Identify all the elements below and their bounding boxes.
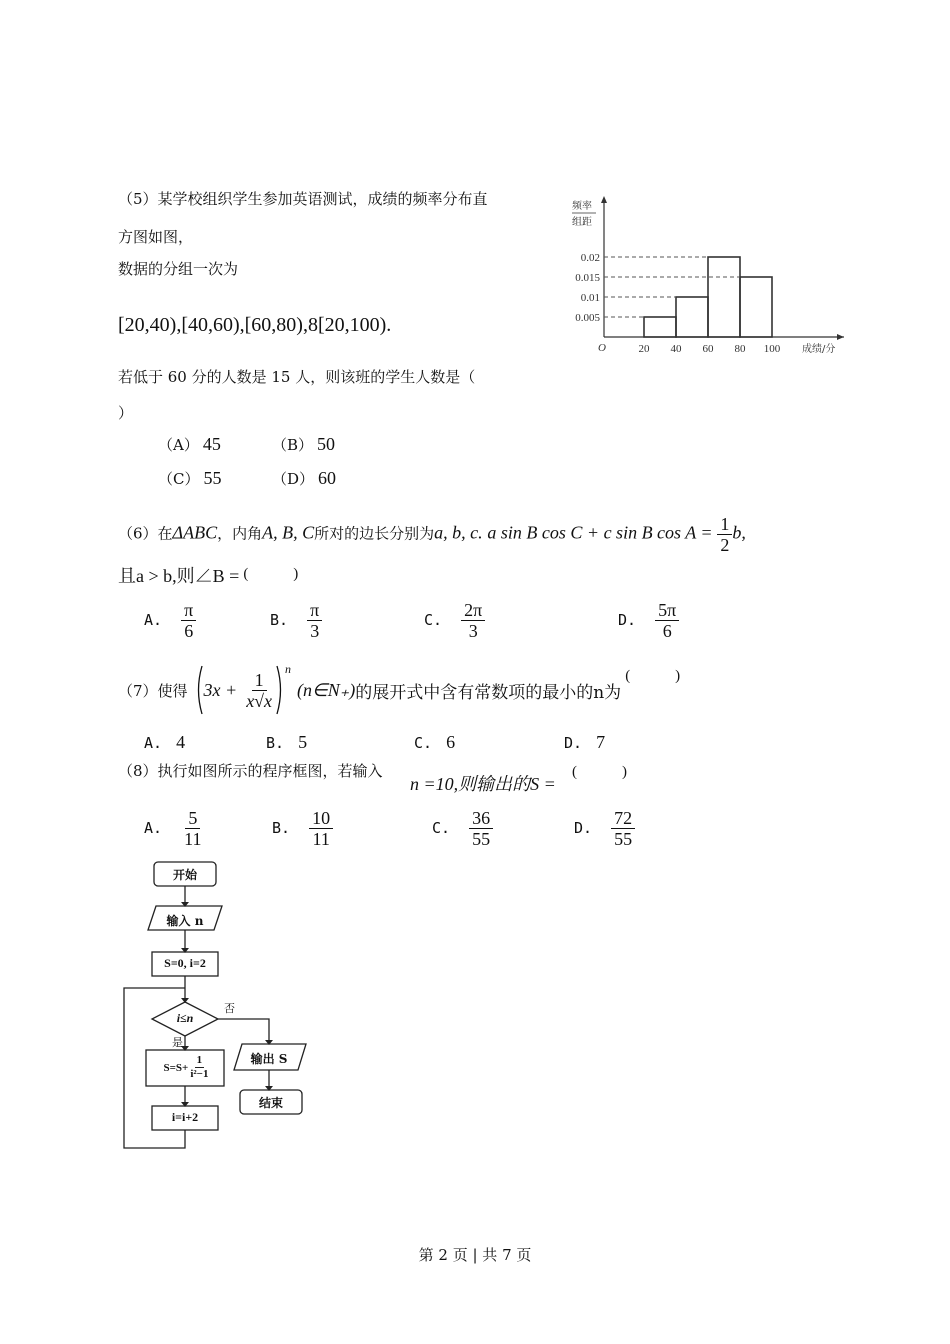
option-label: D. [564, 734, 583, 752]
q7-base: 3x + [203, 679, 238, 700]
y-axis-arrow [601, 196, 607, 203]
q5-option-c [158, 468, 221, 489]
q6-eq-right: b, [732, 522, 746, 543]
option-label: D. [574, 819, 593, 837]
q7-prefix: （7）使得 [118, 681, 188, 700]
frequency-histogram [562, 192, 852, 367]
q7-frac-num: 1 [252, 670, 267, 691]
q6-option-d [618, 600, 679, 641]
q6-paren: ( ) [243, 566, 299, 582]
option-fraction [461, 600, 485, 641]
option-value: 5 [298, 732, 308, 752]
q6-frac-num: 1 [717, 514, 732, 535]
frac-den: 6 [184, 621, 194, 641]
q6-angles: A, B, C [262, 522, 315, 543]
frac-den: 55 [614, 829, 633, 849]
frac-den: 3 [310, 621, 320, 641]
flow-output: 输出 S [250, 1052, 288, 1066]
histogram-bar [676, 297, 708, 337]
q7-option-c [414, 732, 455, 753]
y-label-top: 频率 [572, 201, 592, 212]
q6-option-b [270, 600, 322, 641]
flowchart-lines [116, 858, 326, 1158]
q7-condition: (n∈N₊) [297, 679, 356, 700]
q5-line3: 数据的分组一次为 [118, 260, 239, 278]
option-label: （B） [272, 436, 314, 454]
q7-paren: ( ) [625, 668, 681, 684]
q7-option-b [266, 732, 307, 753]
frac-den: 6 [662, 621, 672, 641]
option-label: B. [270, 611, 289, 629]
option-label: D. [618, 611, 637, 629]
option-label: A. [144, 819, 163, 837]
option-label: （A） [158, 436, 199, 454]
q8-input: n =10,则输出的S = [410, 774, 556, 794]
q5-line2: 方图如图， [118, 228, 194, 246]
y-tick-label: 0.01 [580, 292, 600, 304]
q5-line5: ） [118, 404, 134, 422]
q5-option-b [272, 434, 335, 455]
x-tick-label: 80 [734, 343, 746, 355]
q6-frac-den: 2 [720, 535, 730, 555]
flow-frac-den: i²−1 [190, 1068, 209, 1080]
option-label: C. [424, 611, 443, 629]
frac-den: 3 [468, 621, 478, 641]
option-value: 60 [318, 468, 337, 488]
q7-fraction [243, 670, 275, 711]
flow-input: 输入 n [166, 914, 204, 928]
left-paren-icon [194, 664, 204, 716]
flow-update-s-fraction [190, 1054, 208, 1081]
right-paren-icon [275, 664, 285, 716]
flow-update-s-left: S=S+ [163, 1061, 189, 1074]
q6-eq-left: a sin B cos C + c sin B cos A = [487, 522, 713, 543]
option-fraction [655, 600, 679, 641]
option-value: 7 [596, 732, 606, 752]
q8-option-a [144, 808, 205, 849]
flow-start: 开始 [172, 868, 197, 882]
frac-num: 10 [309, 808, 333, 829]
option-label: B. [266, 734, 285, 752]
option-value: 45 [202, 434, 221, 454]
flow-yes-label: 是 [172, 1036, 183, 1049]
flow-condition: i≤n [176, 1011, 194, 1025]
option-label: B. [272, 819, 291, 837]
histogram-svg [562, 192, 852, 367]
frac-num: 5π [655, 600, 679, 621]
flow-no-label: 否 [224, 1002, 235, 1015]
flow-frac-num: 1 [196, 1054, 203, 1066]
x-tick-label: 100 [763, 343, 781, 355]
frac-num: 5 [185, 808, 200, 829]
flow-update-i: i=i+2 [171, 1110, 199, 1124]
program-flowchart [116, 858, 326, 1158]
q5-option-a [158, 434, 221, 455]
y-tick-label: 0.02 [580, 252, 600, 264]
x-tick-label: 40 [670, 343, 682, 355]
q6-line2-text: 且a > b,则∠B = [118, 566, 240, 586]
option-label: C. [414, 734, 433, 752]
x-axis-label: 成绩/分 [802, 344, 836, 355]
q7-suffix: 的展开式中含有常数项的最小的n为 [355, 682, 622, 703]
q6-mid1: ，内角 [217, 524, 263, 543]
option-label: （C） [158, 470, 200, 488]
frac-num: π [181, 600, 196, 621]
q7-frac-den: x√x [246, 690, 273, 711]
q8-option-b [272, 808, 333, 849]
q7-expression [194, 664, 681, 716]
q8-option-c [432, 808, 493, 849]
option-fraction [181, 808, 204, 849]
y-tick-label: 0.005 [575, 312, 600, 324]
y-label-bottom: 组距 [572, 217, 592, 228]
frac-den: 11 [312, 829, 330, 849]
histogram-bar [708, 257, 740, 337]
q7-exponent: n [285, 662, 292, 676]
option-label: A. [144, 611, 163, 629]
page-footer: 第 2 页 | 共 7 页 [418, 1246, 532, 1264]
q5-line1: （5）某学校组织学生参加英语测试，成绩的频率分布直 [118, 190, 488, 208]
flow-init: S=0, i=2 [164, 956, 206, 970]
option-fraction [611, 808, 635, 849]
option-value: 50 [317, 434, 336, 454]
frac-num: 72 [611, 808, 635, 829]
y-tick-label: 0.015 [575, 272, 600, 284]
q6-option-c [424, 600, 485, 641]
q6-triangle: ΔABC [172, 522, 218, 543]
frac-num: 36 [469, 808, 493, 829]
q6-half-fraction [717, 514, 732, 555]
q7-option-a [144, 732, 185, 753]
q6-option-a [144, 600, 196, 641]
q7-line [118, 664, 680, 716]
frac-den: 55 [472, 829, 491, 849]
option-fraction [181, 600, 196, 641]
option-label: C. [432, 819, 451, 837]
q8-paren: ( ) [572, 764, 627, 780]
q6-line1 [118, 514, 746, 555]
flow-end: 结束 [258, 1096, 283, 1110]
frac-den: 11 [184, 829, 202, 849]
option-label: （D） [272, 470, 315, 488]
option-fraction [307, 600, 322, 641]
frac-num: 2π [461, 600, 485, 621]
option-fraction [309, 808, 333, 849]
q8-prefix: （8）执行如图所示的程序框图，若输入 [118, 762, 383, 780]
q7-option-d [564, 732, 605, 753]
histogram-bar [644, 317, 676, 337]
flow-update-s [150, 1054, 222, 1081]
option-value: 6 [446, 732, 456, 752]
q5-option-d [272, 468, 336, 489]
origin-label: O [598, 342, 606, 354]
histogram-bar [740, 277, 772, 337]
q5-line4: 若低于 60 分的人数是 15 人，则该班的学生人数是（ [118, 368, 476, 386]
q8-option-d [574, 808, 635, 849]
x-tick-label: 60 [702, 343, 714, 355]
q6-line2 [118, 562, 298, 588]
option-fraction [469, 808, 493, 849]
q5-groups: [20,40),[40,60),[60,80),8[20,100). [118, 314, 392, 336]
option-value: 4 [176, 732, 186, 752]
option-label: A. [144, 734, 163, 752]
q6-sides: a, b, c. [434, 522, 483, 543]
x-axis-arrow [837, 334, 844, 340]
q6-mid2: 所对的边长分别为 [314, 524, 435, 543]
x-tick-label: 20 [638, 343, 650, 355]
frac-num: π [307, 600, 322, 621]
option-value: 55 [203, 468, 222, 488]
q6-prefix: （6）在 [118, 524, 173, 543]
